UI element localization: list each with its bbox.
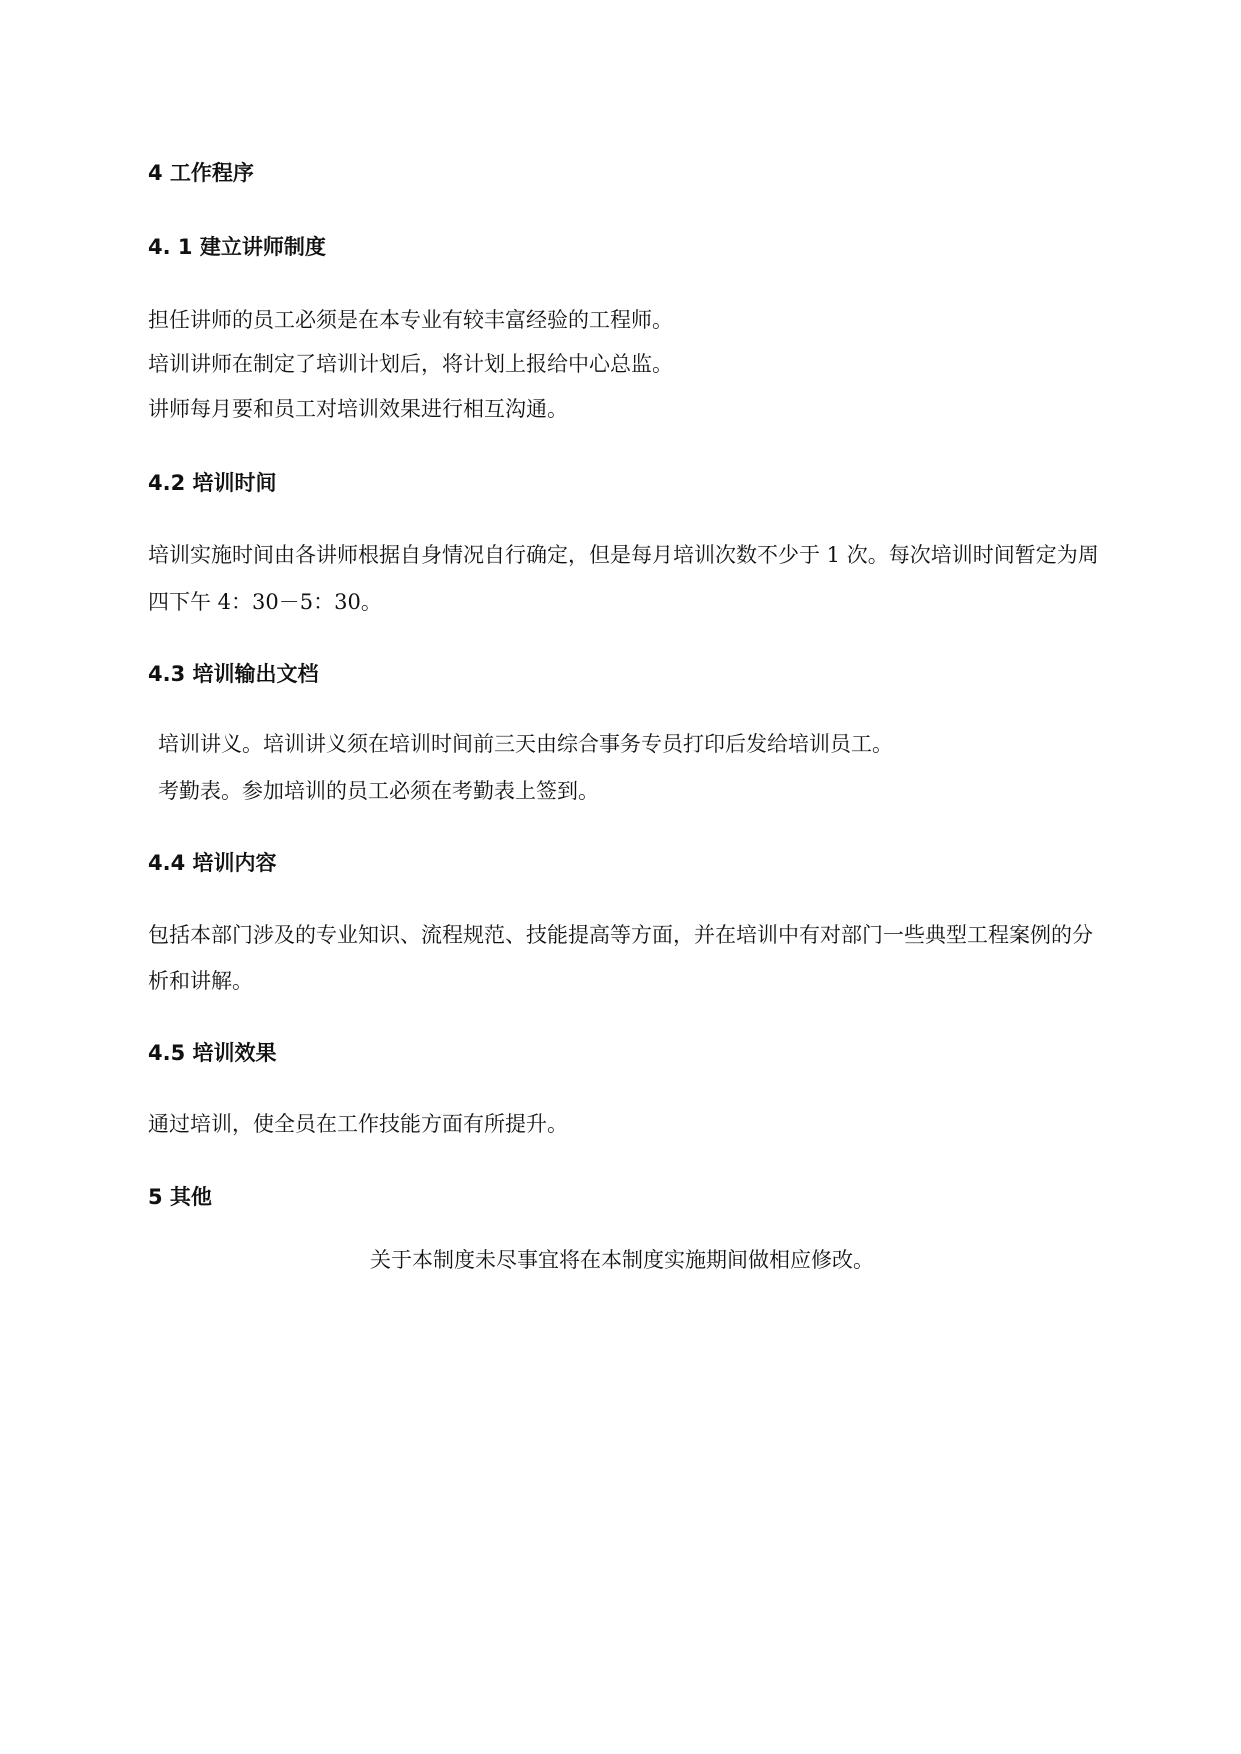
section-4-1-paragraph-1: 担任讲师的员工必须是在本专业有较丰富经验的工程师。 — [148, 308, 673, 332]
section-4-4-heading: 4.4 培训内容 — [148, 851, 277, 875]
section-4-5-heading: 4.5 培训效果 — [148, 1041, 277, 1065]
section-4-2-paragraph-line-2: 四下午 4：30－5：30。 — [148, 590, 382, 614]
section-4-1-paragraph-2: 培训讲师在制定了培训计划后，将计划上报给中心总监。 — [148, 352, 673, 376]
section-4-1-heading: 4. 1 建立讲师制度 — [148, 235, 326, 259]
section-5-paragraph: 关于本制度未尽事宜将在本制度实施期间做相应修改。 — [370, 1248, 874, 1272]
section-4-2-paragraph-line-1: 培训实施时间由各讲师根据自身情况自行确定，但是每月培训次数不少于 1 次。每次培训时间暂定为周 — [148, 543, 1099, 567]
section-5-heading: 5 其他 — [148, 1185, 212, 1209]
section-4-heading: 4 工作程序 — [148, 161, 254, 185]
section-4-5-paragraph: 通过培训，使全员在工作技能方面有所提升。 — [148, 1112, 568, 1136]
section-4-4-paragraph-line-2: 析和讲解。 — [148, 969, 253, 993]
section-4-3-item-1: 培训讲义。培训讲义须在培训时间前三天由综合事务专员打印后发给培训员工。 — [158, 732, 893, 756]
section-4-3-item-2: 考勤表。参加培训的员工必须在考勤表上签到。 — [158, 779, 599, 803]
section-4-2-heading: 4.2 培训时间 — [148, 471, 277, 495]
section-4-3-heading: 4.3 培训输出文档 — [148, 662, 319, 686]
section-4-4-paragraph-line-1: 包括本部门涉及的专业知识、流程规范、技能提高等方面，并在培训中有对部门一些典型工程案例的分 — [148, 923, 1093, 947]
section-4-1-paragraph-3: 讲师每月要和员工对培训效果进行相互沟通。 — [148, 397, 568, 421]
